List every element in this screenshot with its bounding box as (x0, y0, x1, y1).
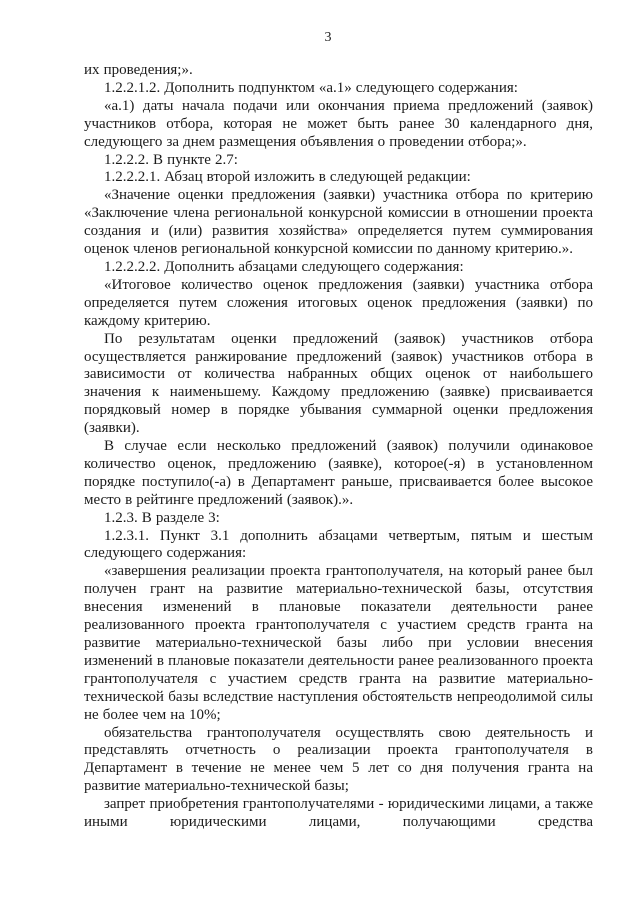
page-number: 3 (324, 30, 332, 45)
paragraph: запрет приобретения грантополучателями - юридическими лицами, а также иными юридическими лицами, получающими средства (84, 796, 593, 831)
paragraph: В случае если несколько предложений (заявок) получили одинаковое количество оценок, предложению (заявке), которое(-я) в установленном порядке поступило(-а) в Департамент раньше, присваивается более высокое место в рейтинге предложений (заявок).». (84, 438, 593, 508)
paragraph: 1.2.2.1.2. Дополнить подпунктом «а.1» следующего содержания: (104, 79, 518, 96)
document-text-block (84, 62, 593, 832)
paragraph: «Значение оценки предложения (заявки) участника отбора по критерию «Заключение члена региональной конкурсной комиссии в отношении проекта создания и (или) развития хозяйства» определяется путем суммирования оценок членов региональной конкурсной комиссии по данному критерию.». (84, 187, 593, 258)
paragraph: 1.2.2.2. В пункте 2.7: (104, 151, 238, 168)
paragraph: 1.2.2.2.1. Абзац второй изложить в следующей редакции: (104, 169, 471, 186)
paragraph: «завершения реализации проекта грантополучателя, на который ранее был получен грант на развитие материально-технической базы, отсутствия внесения изменений в плановые показатели деятельности ранее реализованного проекта грантополучателя с участием средств гранта на развитие материально-технической базы либо при условии внесения изменений в плановые показатели деятельности ранее реализованного проекта грантополучателя с участием средств гранта на развитие материально-технической базы вследствие наступления обстоятельств непреодолимой силы не более чем на 10%; (84, 563, 593, 723)
paragraph: их проведения;». (84, 62, 193, 78)
paragraph: По результатам оценки предложений (заявок) участников отбора осуществляется ранжирование предложений (заявок) участников отбора в зависимости от количества набранных общих оценок от наибольшего значения к наименьшему. Каждому предложению (заявке) присваивается порядковый номер в порядке убывания суммарной оценки предложения (заявки). (84, 330, 593, 437)
paragraph: 1.2.2.2.2. Дополнить абзацами следующего содержания: (104, 258, 464, 275)
paragraph: обязательства грантополучателя осуществлять свою деятельность и представлять отчетность о реализации проекта грантополучателя в Департамент в течение не менее чем 5 лет со дня получения гранта на развитие материально-технической базы; (84, 724, 593, 795)
paragraph: 1.2.3. В разделе 3: (104, 509, 220, 526)
paragraph: «а.1) даты начала подачи или окончания приема предложений (заявок) участников отбора, которая не может быть ранее 30 календарного дня, следующего за днем размещения объявления о проведении отбора;». (84, 97, 593, 150)
paragraph: «Итоговое количество оценок предложения (заявки) участника отбора определяется путем сложения итоговых оценок предложения (заявки) по каждому критерию. (84, 276, 593, 329)
paragraph: 1.2.3.1. Пункт 3.1 дополнить абзацами четвертым, пятым и шестым следующего содержания: (84, 527, 593, 562)
